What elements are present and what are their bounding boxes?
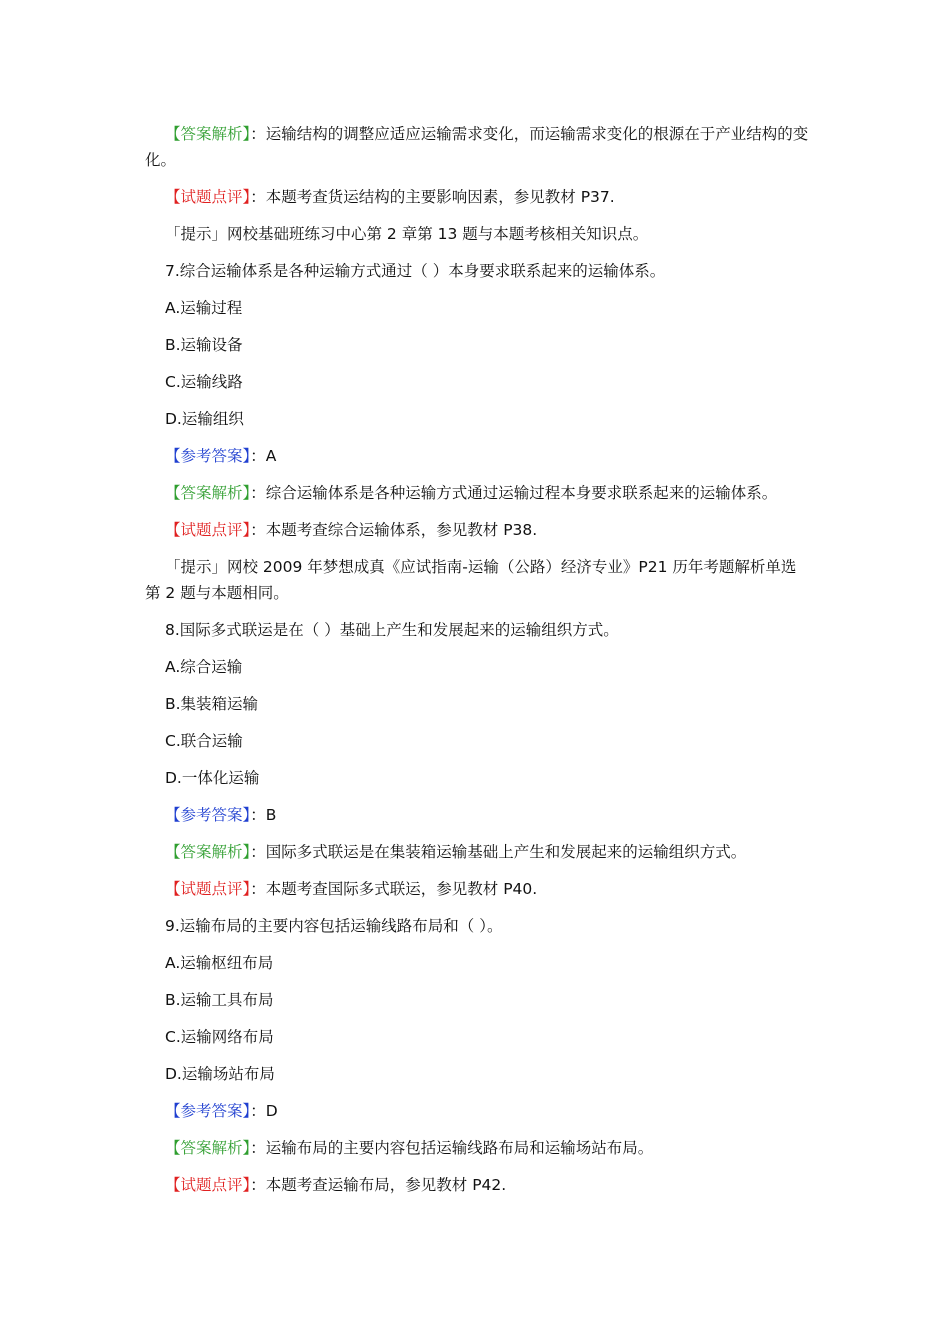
analysis-text: 运输结构的调整应适应运输需求变化，而运输需求变化的根源在于产业结构的变化。 — [145, 125, 809, 169]
answer-value: A — [265, 447, 277, 465]
label-separator: ： — [250, 447, 266, 465]
q6-exam-comment — [145, 184, 810, 210]
answer-analysis-label: 【答案解析】 — [165, 843, 251, 861]
label-separator: ： — [250, 484, 266, 502]
q7-option-b: B.运输设备 — [165, 336, 243, 354]
exam-comment-label: 【试题点评】 — [165, 188, 251, 206]
label-separator: ： — [250, 521, 266, 539]
label-separator: ： — [250, 188, 266, 206]
label-separator: ： — [250, 125, 266, 143]
q9-reference-answer — [145, 1098, 810, 1124]
q7-option-a: A.运输过程 — [165, 299, 243, 317]
label-separator: ： — [250, 806, 266, 824]
q7-option-c: C.运输线路 — [165, 373, 243, 391]
label-separator: ： — [250, 843, 266, 861]
q6-tip: 「提示」网校基础班练习中心第 2 章第 13 题与本题考核相关知识点。 — [165, 225, 649, 243]
q8-option-c: C.联合运输 — [165, 732, 243, 750]
q8-exam-comment — [145, 876, 810, 902]
label-separator: ： — [250, 1102, 266, 1120]
analysis-text: 国际多式联运是在集装箱运输基础上产生和发展起来的运输组织方式。 — [265, 843, 747, 861]
comment-text: 本题考查货运结构的主要影响因素，参见教材 P37. — [265, 188, 615, 206]
answer-value: D — [265, 1102, 278, 1120]
q7-stem: 7.综合运输体系是各种运输方式通过（ ）本身要求联系起来的运输体系。 — [165, 262, 666, 280]
q7-reference-answer — [145, 443, 810, 469]
q7-option-d: D.运输组织 — [165, 410, 244, 428]
exam-comment-label: 【试题点评】 — [165, 521, 251, 539]
label-separator: ： — [250, 1139, 266, 1157]
q9-answer-analysis — [145, 1135, 810, 1161]
exam-comment-label: 【试题点评】 — [165, 880, 251, 898]
q9-option-b: B.运输工具布局 — [165, 991, 274, 1009]
comment-text: 本题考查国际多式联运，参见教材 P40. — [265, 880, 538, 898]
q8-stem: 8.国际多式联运是在（ ）基础上产生和发展起来的运输组织方式。 — [165, 621, 619, 639]
analysis-text: 运输布局的主要内容包括运输线路布局和运输场站布局。 — [265, 1139, 654, 1157]
q9-option-a: A.运输枢纽布局 — [165, 954, 274, 972]
q8-option-a: A.综合运输 — [165, 658, 243, 676]
answer-value: B — [265, 806, 277, 824]
q9-option-c: C.运输网络布局 — [165, 1028, 274, 1046]
answer-analysis-label: 【答案解析】 — [165, 1139, 251, 1157]
reference-answer-label: 【参考答案】 — [165, 447, 251, 465]
q8-answer-analysis — [145, 839, 810, 865]
q7-tip: 「提示」网校 2009 年梦想成真《应试指南-运输（公路）经济专业》P21 历年考题解析单选第 2 题与本题相同。 — [145, 558, 797, 602]
q7-answer-analysis — [145, 480, 810, 506]
q9-stem: 9.运输布局的主要内容包括运输线路布局和（ ）。 — [165, 917, 503, 935]
reference-answer-label: 【参考答案】 — [165, 806, 251, 824]
q8-reference-answer — [145, 802, 810, 828]
document-page — [145, 121, 810, 1209]
comment-text: 本题考查运输布局，参见教材 P42. — [265, 1176, 507, 1194]
answer-analysis-label: 【答案解析】 — [165, 484, 251, 502]
answer-analysis-label: 【答案解析】 — [165, 125, 251, 143]
exam-comment-label: 【试题点评】 — [165, 1176, 251, 1194]
comment-text: 本题考查综合运输体系，参见教材 P38. — [265, 521, 538, 539]
analysis-text: 综合运输体系是各种运输方式通过运输过程本身要求联系起来的运输体系。 — [265, 484, 778, 502]
q8-option-b: B.集装箱运输 — [165, 695, 259, 713]
q8-option-d: D.一体化运输 — [165, 769, 260, 787]
q9-option-d: D.运输场站布局 — [165, 1065, 275, 1083]
q6-answer-analysis — [145, 121, 810, 173]
label-separator: ： — [250, 1176, 266, 1194]
reference-answer-label: 【参考答案】 — [165, 1102, 251, 1120]
label-separator: ： — [250, 880, 266, 898]
q7-exam-comment — [145, 517, 810, 543]
q9-exam-comment — [145, 1172, 810, 1198]
